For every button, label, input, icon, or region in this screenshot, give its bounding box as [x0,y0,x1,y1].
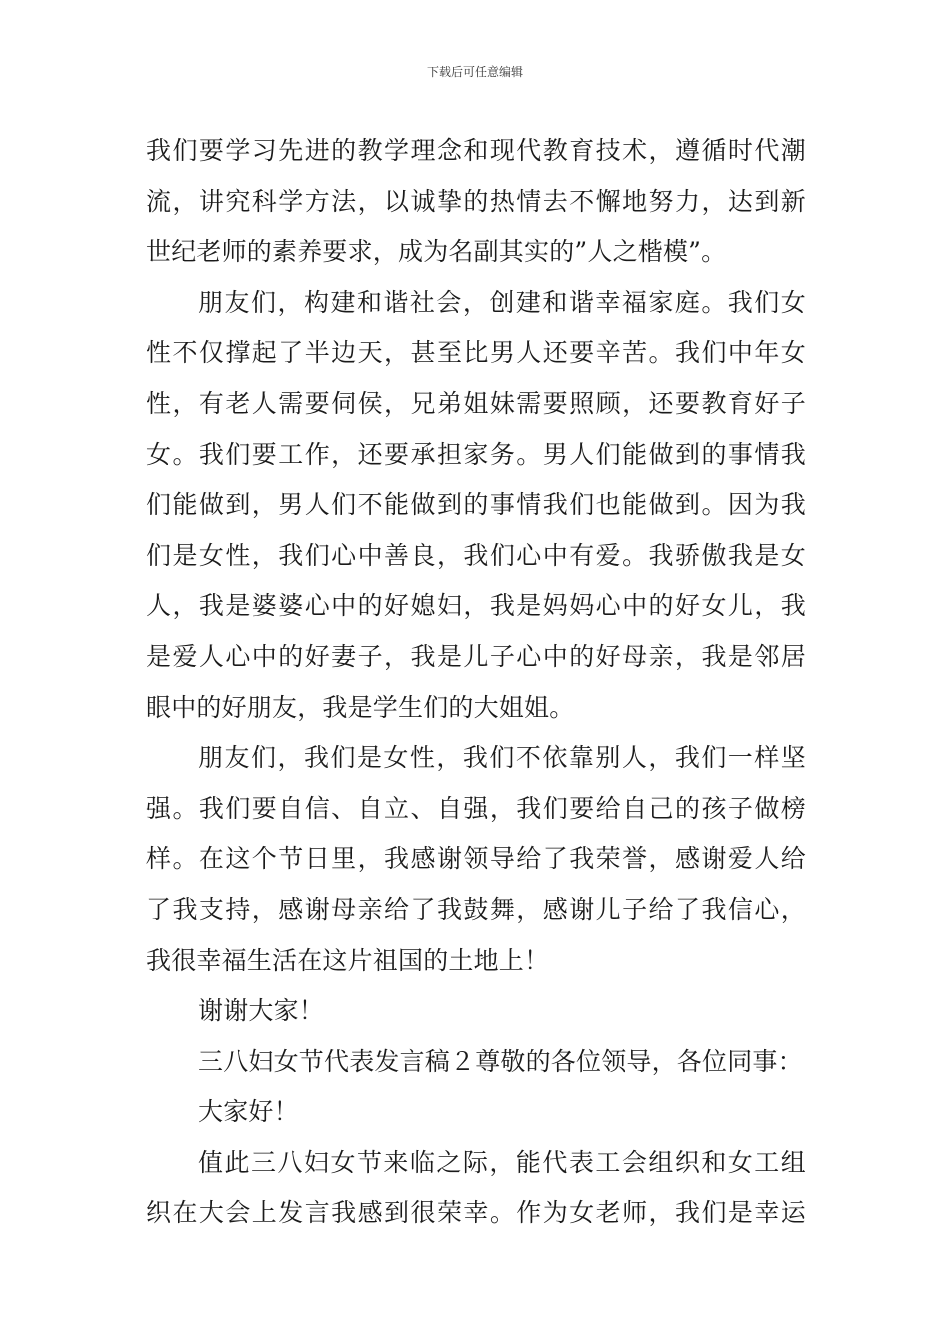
text-line: 谢谢大家！ [198,996,325,1026]
text-line: 我很幸福生活在这片祖国的土地上！ [146,945,550,975]
text-line: 了我支持，感谢母亲给了我鼓舞，感谢儿子给了我信心， [146,894,806,924]
document-body [146,126,806,1239]
text-line: 织在大会上发言我感到很荣幸。作为女老师，我们是幸运 [146,1198,806,1228]
text-line: 三八妇女节代表发言稿２尊敬的各位领导，各位同事： [198,1046,803,1076]
text-line: 大家好！ [198,1097,299,1127]
page-header: 下载后可任意编辑 [426,65,523,79]
text-line: 样。在这个节日里，我感谢领导给了我荣誉，感谢爱人给 [146,844,806,874]
text-line: 我们要学习先进的教学理念和现代教育技术，遵循时代潮 [146,136,806,165]
text-line: 值此三八妇女节来临之际，能代表工会组织和女工组 [198,1147,806,1177]
text-line: 朋友们，构建和谐社会，创建和谐幸福家庭。我们女 [198,287,806,317]
text-line: 性，有老人需要伺侯，兄弟姐妹需要照顾，还要教育好子 [146,388,806,418]
text-line: 们能做到，男人们不能做到的事情我们也能做到。因为我 [146,490,806,520]
text-line: 们是女性，我们心中善良，我们心中有爱。我骄傲我是女 [146,540,806,570]
text-line: 人，我是婆婆心中的好媳妇，我是妈妈心中的好女儿，我 [146,591,806,621]
text-line: 流，讲究科学方法，以诚挚的热情去不懈地努力，达到新 [146,186,806,216]
text-line: 强。我们要自信、自立、自强，我们要给自己的孩子做榜 [146,793,806,823]
text-line: 女。我们要工作，还要承担家务。男人们能做到的事情我 [146,439,806,469]
text-line: 世纪老师的素养要求，成为名副其实的”人之楷模”。 [146,237,727,267]
text-line: 朋友们，我们是女性，我们不依靠别人，我们一样坚 [198,743,806,773]
text-line: 性不仅撑起了半边天，甚至比男人还要辛苦。我们中年女 [146,338,806,368]
text-line: 是爱人心中的好妻子，我是儿子心中的好母亲，我是邻居 [146,641,806,671]
text-line: 眼中的好朋友，我是学生们的大姐姐。 [146,692,575,722]
